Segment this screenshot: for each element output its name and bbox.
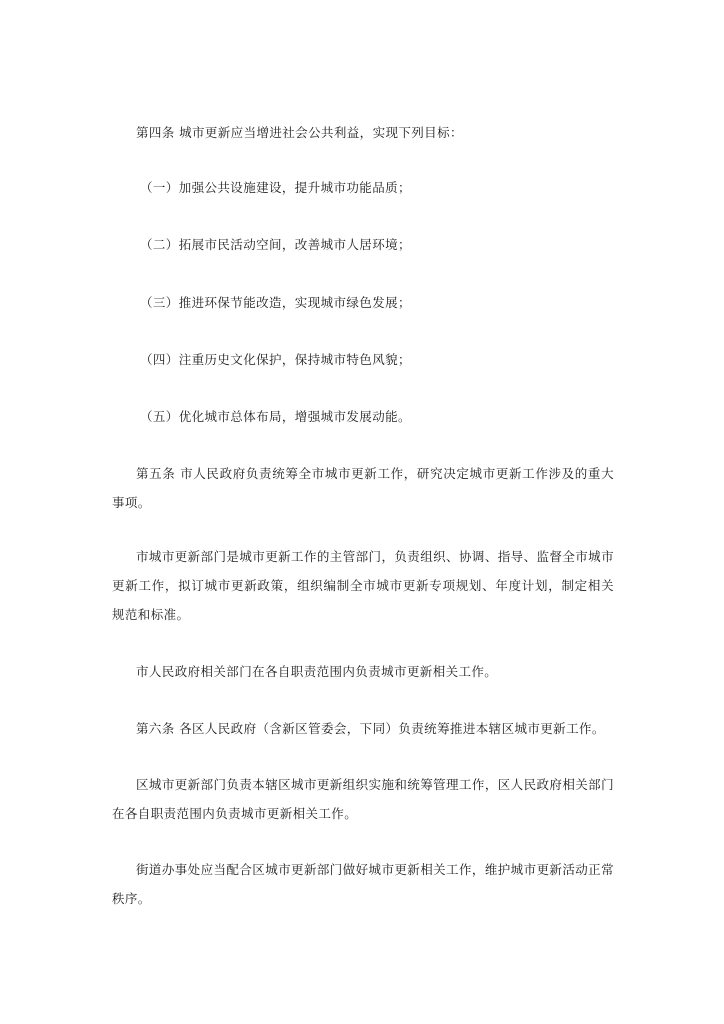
article-5-city-department: 市城市更新部门是城市更新工作的主管部门，负责组织、协调、指导、监督全市城市更新工作，拟订城市更新政策，组织编制全市城市更新专项规划、年度计划，制定相关规范和标准。 [112,549,614,622]
article-4-item-1: （一）加强公共设施建设，提升城市功能品质； [140,180,411,195]
article-5-paragraph: 第五条 市人民政府负责统筹全市城市更新工作，研究决定城市更新工作涉及的重大事项。 [112,466,614,510]
article-6-subdistrict-office: 街道办事处应当配合区城市更新部门做好城市更新相关工作，维护城市更新活动正常秩序。 [112,862,614,906]
article-4-heading: 第四条 城市更新应当增进社会公共利益，实现下列目标： [136,125,463,140]
article-6-district-department: 区城市更新部门负责本辖区城市更新组织实施和统筹管理工作，区人民政府相关部门在各自职责范围内负责城市更新相关工作。 [112,777,614,821]
article-4-item-4: （四）注重历史文化保护，保持城市特色风貌； [140,352,411,367]
article-4-item-5: （五）优化城市总体布局，增强城市发展动能。 [140,409,411,424]
article-4-item-3: （三）推进环保节能改造，实现城市绿色发展； [140,295,411,310]
article-6-paragraph: 第六条 各区人民政府（含新区管委会，下同）负责统筹推进本辖区城市更新工作。 [136,721,605,736]
article-4-item-2: （二）拓展市民活动空间，改善城市人居环境； [140,237,411,252]
article-5-related-departments: 市人民政府相关部门在各自职责范围内负责城市更新相关工作。 [136,664,498,679]
